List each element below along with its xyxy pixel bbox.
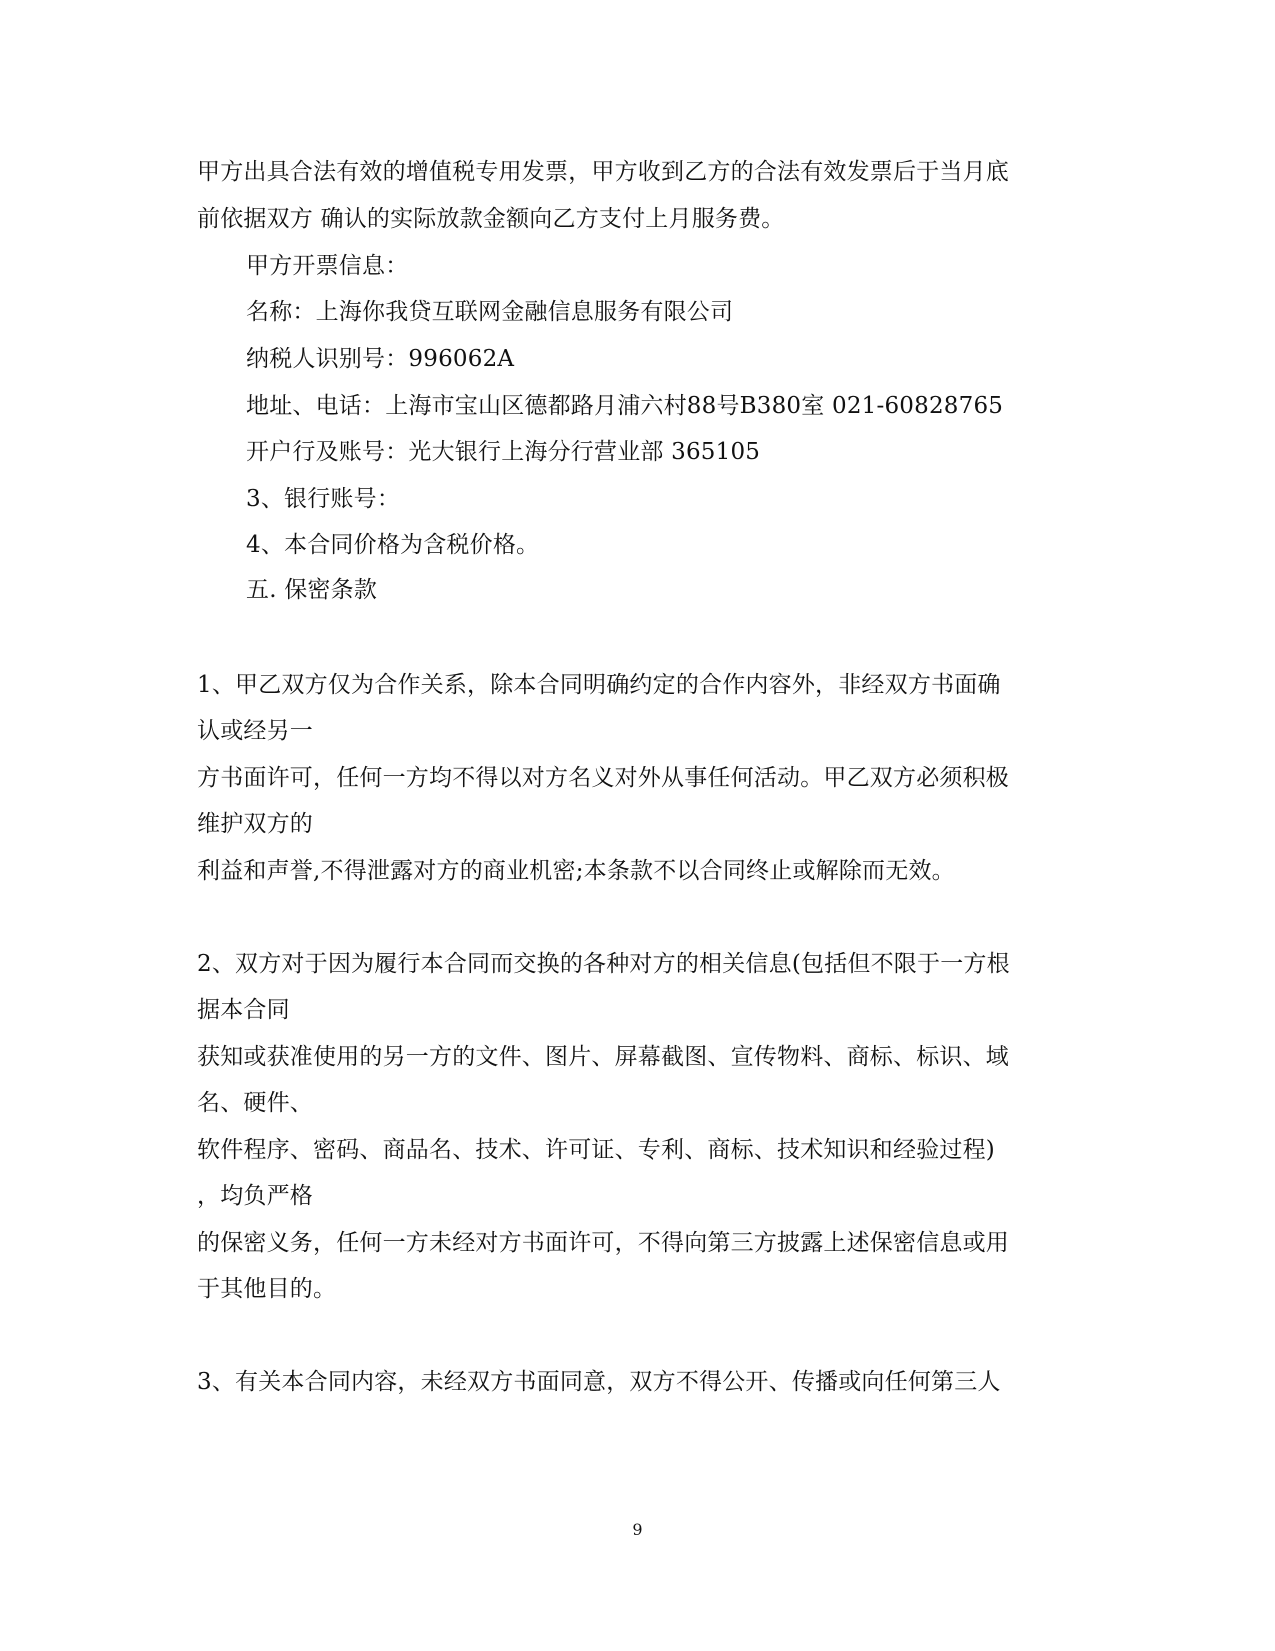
section-heading-confidentiality: 五. 保密条款 (246, 577, 378, 603)
paragraph-line: 3、有关本合同内容，未经双方书面同意，双方不得公开、传播或向任何第三人 (197, 1369, 1001, 1395)
paragraph-line: 据本合同 (197, 997, 290, 1023)
paragraph-line: 名、硬件、 (197, 1090, 313, 1116)
invoice-name: 名称：上海你我贷互联网金融信息服务有限公司 (246, 299, 734, 325)
paragraph-line: 前依据双方 确认的实际放款金额向乙方支付上月服务费。 (197, 206, 785, 232)
clause-4: 4、本合同价格为含税价格。 (246, 532, 540, 558)
taxpayer-id: 纳税人识别号：996062A (246, 346, 515, 372)
paragraph-line: ，均负严格 (197, 1183, 313, 1209)
paragraph-line: 甲方出具合法有效的增值税专用发票，甲方收到乙方的合法有效发票后于当月底 (197, 159, 1009, 185)
paragraph-line: 利益和声誉,不得泄露对方的商业机密;本条款不以合同终止或解除而无效。 (197, 858, 955, 884)
paragraph-line: 维护双方的 (197, 811, 313, 837)
invoice-info-heading: 甲方开票信息： (246, 253, 409, 279)
paragraph-line: 的保密义务，任何一方未经对方书面许可，不得向第三方披露上述保密信息或用 (197, 1230, 1009, 1256)
paragraph-line: 2、双方对于因为履行本合同而交换的各种对方的相关信息(包括但不限于一方根 (197, 951, 1010, 977)
bank-account-info: 开户行及账号：光大银行上海分行营业部 365105 (246, 439, 761, 465)
paragraph-line: 获知或获准使用的另一方的文件、图片、屏幕截图、宣传物料、商标、标识、域 (197, 1044, 1009, 1070)
paragraph-line: 软件程序、密码、商品名、技术、许可证、专利、商标、技术知识和经验过程) (197, 1137, 995, 1163)
clause-3: 3、银行账号： (246, 486, 401, 512)
paragraph-line: 1、甲乙双方仅为合作关系，除本合同明确约定的合作内容外，非经双方书面确 (197, 672, 1001, 698)
paragraph-line: 于其他目的。 (197, 1276, 337, 1302)
paragraph-line: 认或经另一 (197, 718, 313, 744)
address-phone: 地址、电话：上海市宝山区德都路月浦六村88号B380室 021-60828765 (246, 393, 1004, 419)
paragraph-line: 方书面许可，任何一方均不得以对方名义对外从事任何活动。甲乙双方必须积极 (197, 765, 1009, 791)
page-number: 9 (632, 1520, 643, 1539)
